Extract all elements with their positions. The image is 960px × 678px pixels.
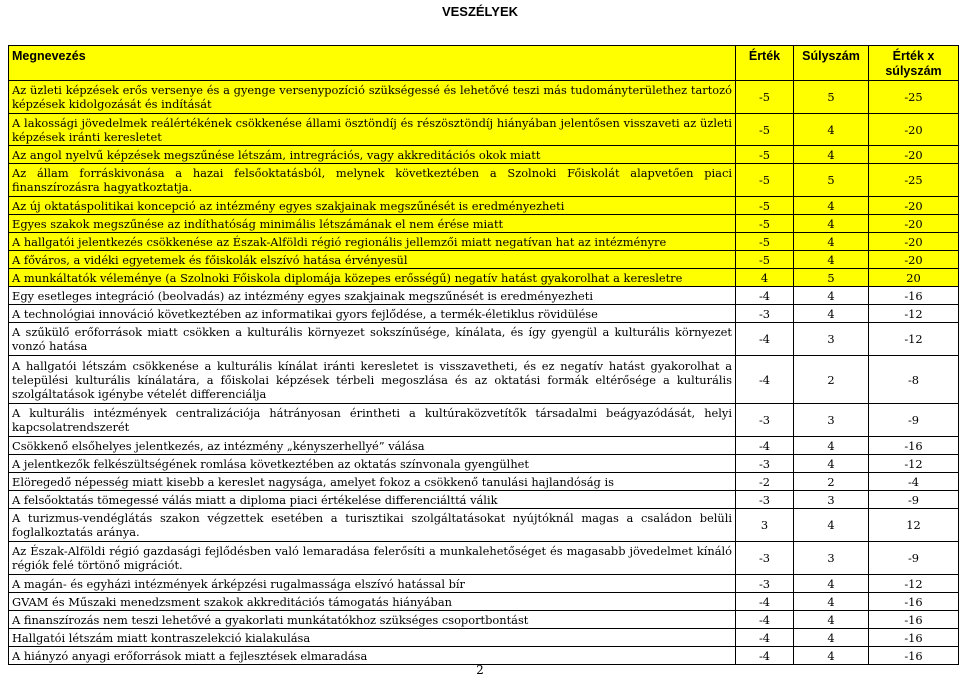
row-product: -16 xyxy=(869,437,959,455)
row-description: A finanszírozás nem teszi lehetővé a gyakorlati munkátatókhoz szükséges csoportbontást xyxy=(9,611,736,629)
row-weight: 4 xyxy=(794,593,869,611)
row-description: Egy esetleges integráció (beolvadás) az intézmény egyes szakjainak megszűnését is eredményezheti xyxy=(9,287,736,305)
row-description: Csökkenő elsőhelyes jelentkezés, az intézmény „kényszerhellyé” válása xyxy=(9,437,736,455)
row-weight: 4 xyxy=(794,305,869,323)
table-row xyxy=(9,542,959,575)
row-value: -5 xyxy=(736,81,794,114)
row-description: A technológiai innováció következtében az informatikai gyors fejlődése, a termék-életiklus rövidülése xyxy=(9,305,736,323)
row-description: A lakossági jövedelmek reálértékének csökkenése állami ösztöndíj és részösztöndíj hiányában jelentősen visszaveti az üzleti képzések iránti keresletet xyxy=(9,114,736,146)
row-value: -5 xyxy=(736,114,794,146)
table-row xyxy=(9,287,959,305)
row-weight: 5 xyxy=(794,269,869,287)
row-product: -8 xyxy=(869,356,959,404)
header-value: Érték xyxy=(736,46,794,81)
row-description: A munkáltatók véleménye (a Szolnoki Főiskola diplomája közepes erősségű) negatív hatást gyakorolhat a keresletre xyxy=(9,269,736,287)
row-product: -12 xyxy=(869,323,959,356)
table-row xyxy=(9,146,959,164)
row-value: -5 xyxy=(736,215,794,233)
row-description: A magán- és egyházi intézmények árképzési rugalmassága elszívó hatással bír xyxy=(9,575,736,593)
row-product: -4 xyxy=(869,473,959,491)
row-description: A jelentkezők felkészültségének romlása következtében az oktatás színvonala gyengülhet xyxy=(9,455,736,473)
row-value: -4 xyxy=(736,287,794,305)
row-product: -16 xyxy=(869,593,959,611)
row-weight: 4 xyxy=(794,575,869,593)
table-row xyxy=(9,233,959,251)
row-description: Az Észak-Alföldi régió gazdasági fejlődésben való lemaradása felerősíti a munkalehetőséget és magasabb jövedelmet kínáló régiók felé törtönő migrációt. xyxy=(9,542,736,575)
row-product: -20 xyxy=(869,233,959,251)
row-product: -25 xyxy=(869,164,959,197)
row-description: A turizmus-vendéglátás szakon végzettek esetében a turisztikai szolgáltatásokat nyújtóknál magas a családon belüli foglalkoztatás aránya. xyxy=(9,509,736,542)
row-product: -12 xyxy=(869,575,959,593)
row-weight: 3 xyxy=(794,404,869,437)
row-description: Egyes szakok megszűnése az indíthatóság minimális létszámának el nem érése miatt xyxy=(9,215,736,233)
table-row xyxy=(9,251,959,269)
row-weight: 4 xyxy=(794,437,869,455)
row-value: -3 xyxy=(736,575,794,593)
table-row xyxy=(9,593,959,611)
row-weight: 4 xyxy=(794,611,869,629)
table-row xyxy=(9,215,959,233)
table-row xyxy=(9,323,959,356)
row-weight: 4 xyxy=(794,233,869,251)
row-value: -4 xyxy=(736,437,794,455)
row-weight: 2 xyxy=(794,356,869,404)
row-description: A kulturális intézmények centralizációja hátrányosan érintheti a kultúraközvetítők társadalmi beágyazódását, helyi kapcsolatrendszerét xyxy=(9,404,736,437)
row-description: A felsőoktatás tömegessé válás miatt a diploma piaci értékelése differenciálttá válik xyxy=(9,491,736,509)
row-description: Hallgatói létszám miatt kontraszelekció kialakulása xyxy=(9,629,736,647)
row-weight: 4 xyxy=(794,197,869,215)
table-row xyxy=(9,455,959,473)
row-value: -5 xyxy=(736,251,794,269)
table-row xyxy=(9,509,959,542)
row-product: -16 xyxy=(869,647,959,665)
row-product: -20 xyxy=(869,197,959,215)
row-product: -16 xyxy=(869,611,959,629)
page-number: 2 xyxy=(476,663,484,677)
row-weight: 2 xyxy=(794,473,869,491)
row-weight: 3 xyxy=(794,323,869,356)
row-product: -20 xyxy=(869,215,959,233)
row-weight: 4 xyxy=(794,647,869,665)
row-value: -4 xyxy=(736,647,794,665)
page-title: VESZÉLYEK xyxy=(441,4,519,19)
row-product: -20 xyxy=(869,251,959,269)
row-description: Az üzleti képzések erős versenye és a gyenge versenypozíció szükségessé és lehetővé teszi más tudományterülethez tartozó képzések kidolgozását és indítását xyxy=(9,81,736,114)
table-row xyxy=(9,437,959,455)
row-value: -3 xyxy=(736,542,794,575)
row-weight: 3 xyxy=(794,542,869,575)
row-description: A hallgatói jelentkezés csökkenése az Észak-Alföldi régió regionális jellemzői miatt negatívan hat az intézményre xyxy=(9,233,736,251)
row-weight: 5 xyxy=(794,81,869,114)
row-value: -4 xyxy=(736,323,794,356)
row-product: -25 xyxy=(869,81,959,114)
row-value: 4 xyxy=(736,269,794,287)
table-row xyxy=(9,114,959,146)
row-weight: 4 xyxy=(794,251,869,269)
row-value: -4 xyxy=(736,611,794,629)
row-weight: 4 xyxy=(794,287,869,305)
table-row xyxy=(9,575,959,593)
row-value: -2 xyxy=(736,473,794,491)
row-description: A hallgatói létszám csökkenése a kulturális kínálat iránti keresletet is visszavetheti, és ez negatív hatást gyakorolhat a települési kulturális kínálatára, a főiskolai képzések térbeli megoszlása és az oktatási formák eltérősége a kulturális szolgáltatások igénybe vételét differenciálja xyxy=(9,356,736,404)
row-description: A hiányzó anyagi erőforrások miatt a fejlesztések elmaradása xyxy=(9,647,736,665)
row-weight: 4 xyxy=(794,215,869,233)
row-weight: 4 xyxy=(794,114,869,146)
row-product: -20 xyxy=(869,114,959,146)
row-weight: 4 xyxy=(794,146,869,164)
row-product: -16 xyxy=(869,629,959,647)
row-product: -12 xyxy=(869,455,959,473)
row-product: -16 xyxy=(869,287,959,305)
row-value: -4 xyxy=(736,593,794,611)
row-description: GVAM és Műszaki menedzsment szakok akkreditációs támogatás hiányában xyxy=(9,593,736,611)
row-value: -3 xyxy=(736,404,794,437)
row-product: -20 xyxy=(869,146,959,164)
row-value: -3 xyxy=(736,305,794,323)
table-row xyxy=(9,269,959,287)
table-row xyxy=(9,491,959,509)
row-description: A főváros, a vidéki egyetemek és főiskolák elszívó hatása érvényesül xyxy=(9,251,736,269)
row-description: A szűkülő erőforrások miatt csökken a kulturális környezet sokszínűsége, kínálata, és így gyengül a kulturális környezet vonzó hatása xyxy=(9,323,736,356)
table-row xyxy=(9,197,959,215)
table-row xyxy=(9,629,959,647)
header-product: Érték x súlyszám xyxy=(869,46,959,81)
row-value: -5 xyxy=(736,146,794,164)
row-product: -9 xyxy=(869,404,959,437)
row-weight: 4 xyxy=(794,455,869,473)
table-row xyxy=(9,647,959,665)
row-product: -12 xyxy=(869,305,959,323)
row-weight: 4 xyxy=(794,629,869,647)
row-value: -4 xyxy=(736,629,794,647)
row-value: -5 xyxy=(736,164,794,197)
table-row xyxy=(9,81,959,114)
table-row xyxy=(9,611,959,629)
row-product: -9 xyxy=(869,491,959,509)
row-description: Az angol nyelvű képzések megszűnése létszám, intregrációs, vagy akkreditációs okok miatt xyxy=(9,146,736,164)
row-product: 20 xyxy=(869,269,959,287)
table-header-row xyxy=(9,46,959,81)
row-value: -5 xyxy=(736,233,794,251)
row-weight: 3 xyxy=(794,491,869,509)
row-value: -3 xyxy=(736,455,794,473)
table-row xyxy=(9,404,959,437)
table-row xyxy=(9,164,959,197)
row-weight: 5 xyxy=(794,164,869,197)
row-description: Az állam forráskivonása a hazai felsőoktatásból, melynek következtében a Szolnoki Főiskolát alapvetően piaci finanszírozásra hagyatkoztatja. xyxy=(9,164,736,197)
row-product: -9 xyxy=(869,542,959,575)
header-weight: Súlyszám xyxy=(794,46,869,81)
row-value: 3 xyxy=(736,509,794,542)
threats-table xyxy=(8,45,959,665)
row-description: Elöregedő népesség miatt kisebb a kereslet nagysága, amelyet fokoz a csökkenő tanulási hajlandóság is xyxy=(9,473,736,491)
row-value: -5 xyxy=(736,197,794,215)
row-value: -4 xyxy=(736,356,794,404)
row-product: 12 xyxy=(869,509,959,542)
table-row xyxy=(9,305,959,323)
table-body xyxy=(9,81,959,665)
row-description: Az új oktatáspolitikai koncepció az intézmény egyes szakjainak megszűnését is eredményezheti xyxy=(9,197,736,215)
row-value: -3 xyxy=(736,491,794,509)
header-name: Megnevezés xyxy=(9,46,736,81)
row-weight: 4 xyxy=(794,509,869,542)
table-row xyxy=(9,473,959,491)
table-row xyxy=(9,356,959,404)
